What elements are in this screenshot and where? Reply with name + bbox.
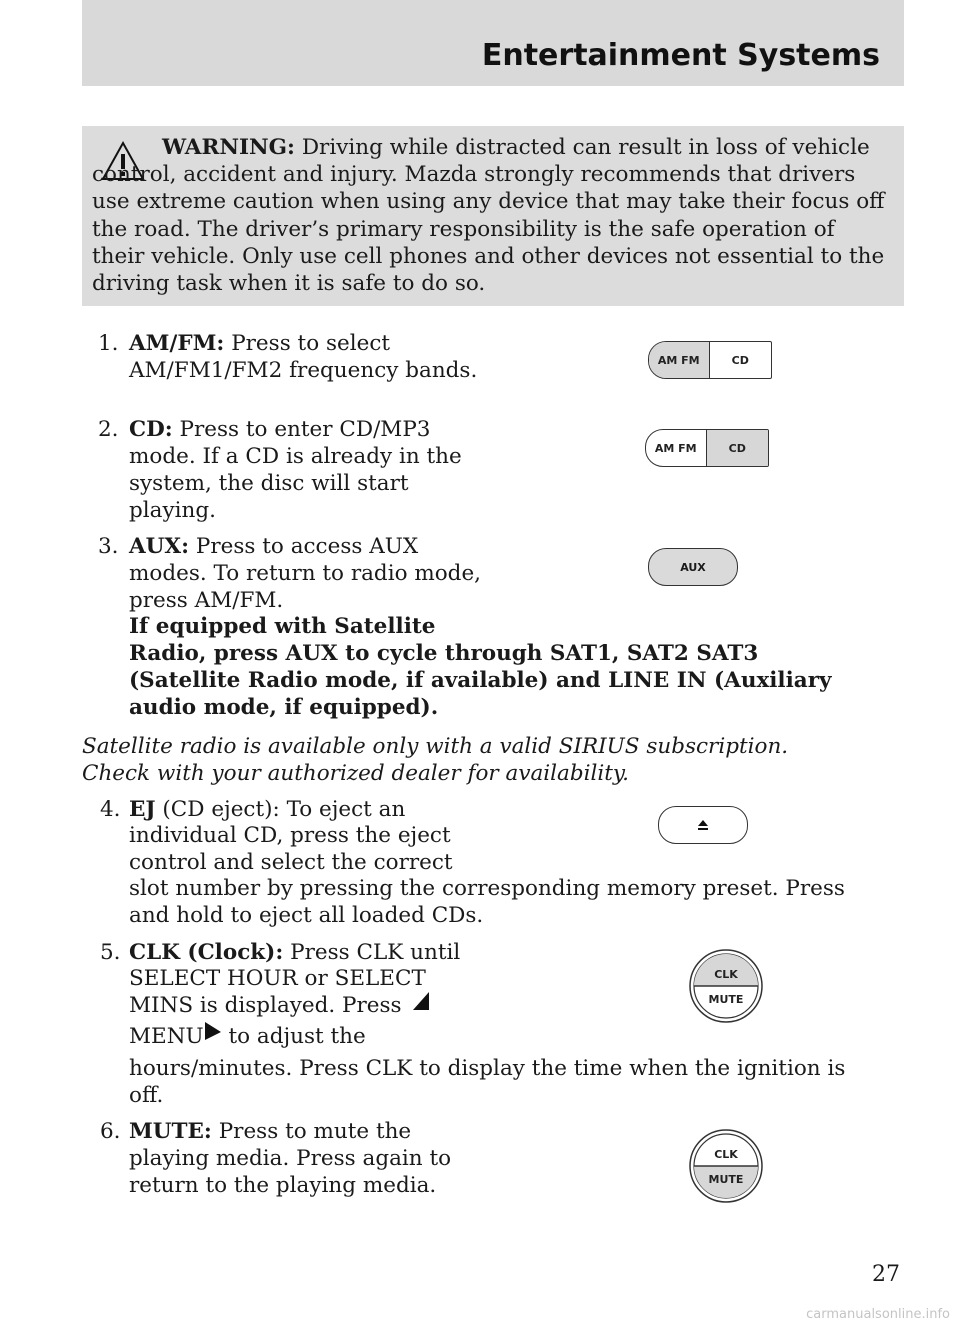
item-line xyxy=(129,993,430,1020)
amfm-cd-button-amfm-active xyxy=(648,341,772,379)
mute-label: MUTE xyxy=(708,1173,744,1186)
item-text: Press to enter CD/MP3 xyxy=(179,417,431,442)
seek-right-triangle-icon xyxy=(204,1020,222,1042)
item-line: hours/minutes. Press CLK to display the time when the ignition is xyxy=(129,1056,846,1081)
item-term: AM/FM: xyxy=(129,331,225,356)
eject-icon xyxy=(697,819,709,831)
cd-segment: CD xyxy=(706,430,768,466)
item-line xyxy=(129,331,390,358)
item-term: CLK (Clock): xyxy=(129,940,284,965)
item-term: EJ xyxy=(129,797,156,822)
item-line: modes. To return to radio mode, xyxy=(129,561,481,586)
item-text: to adjust the xyxy=(228,1024,366,1049)
item-number: 6. xyxy=(100,1119,121,1144)
item-term: MUTE: xyxy=(129,1119,212,1144)
amfm-cd-button-cd-active xyxy=(645,429,769,467)
satellite-note-line: Satellite radio is available only with a valid SIRIUS subscription. xyxy=(82,734,789,759)
page-number: 27 xyxy=(872,1262,900,1287)
item-line: playing media. Press again to xyxy=(129,1146,452,1171)
warning-paragraph xyxy=(92,134,892,297)
item-line: return to the playing media. xyxy=(129,1173,437,1198)
item-line xyxy=(129,940,460,967)
item-line xyxy=(129,417,430,444)
item-line xyxy=(129,1119,411,1146)
item-text: Press to select xyxy=(231,331,391,356)
item-line: SELECT HOUR or SELECT xyxy=(129,966,426,991)
clk-label: CLK xyxy=(714,1148,738,1161)
item-text: MINS is displayed. Press xyxy=(129,993,402,1018)
clk-label: CLK xyxy=(714,968,738,981)
warning-body: Driving while distracted can result in loss of vehicle control, accident and injury. Mazda strongly recommends that drivers use extreme caution when using any device that may take their focus off the road. The driver’s primary responsibility is the safe operation of their vehicle. Only use cell phones and other devices not essential to the driving task when it is safe to do so. xyxy=(92,135,885,297)
amfm-segment: AM FM xyxy=(649,342,709,378)
item-line: off. xyxy=(129,1083,164,1108)
mute-label: MUTE xyxy=(708,993,744,1006)
item-bold-line: audio mode, if equipped). xyxy=(129,695,439,720)
clk-mute-button-clk-active xyxy=(688,948,764,1024)
warning-box xyxy=(82,126,904,306)
item-line: control and select the correct xyxy=(129,850,453,875)
item-bold-line: If equipped with Satellite xyxy=(129,614,436,639)
item-line: slot number by pressing the corresponding memory preset. Press xyxy=(129,876,845,901)
item-line: and hold to eject all loaded CDs. xyxy=(129,903,484,928)
item-text: Press to access AUX xyxy=(195,534,419,559)
item-number: 1. xyxy=(98,331,119,356)
item-line: individual CD, press the eject xyxy=(129,823,451,848)
item-text: Press to mute the xyxy=(218,1119,412,1144)
cd-segment: CD xyxy=(709,342,771,378)
item-line: playing. xyxy=(129,498,216,523)
item-line: AM/FM1/FM2 frequency bands. xyxy=(129,358,478,383)
item-number: 3. xyxy=(98,534,119,559)
eject-button-illustration xyxy=(658,806,748,844)
item-line xyxy=(129,1024,366,1051)
item-line xyxy=(129,797,405,824)
item-term: AUX: xyxy=(129,534,190,559)
seek-left-triangle-icon xyxy=(412,990,430,1012)
satellite-note-line: Check with your authorized dealer for availability. xyxy=(82,761,630,786)
warning-label: WARNING: xyxy=(162,135,295,160)
item-text: MENU xyxy=(129,1024,204,1049)
item-text: Press CLK until xyxy=(290,940,461,965)
item-line: press AM/FM. xyxy=(129,588,284,613)
header-band xyxy=(82,0,904,86)
watermark: carmanualsonline.info xyxy=(806,1307,950,1322)
page-header-title: Entertainment Systems xyxy=(481,38,880,73)
item-bold-line: (Satellite Radio mode, if available) and LINE IN (Auxiliary xyxy=(129,668,832,693)
amfm-segment: AM FM xyxy=(654,441,697,455)
clk-mute-button-mute-active xyxy=(688,1128,764,1204)
item-term: CD: xyxy=(129,417,173,442)
item-number: 2. xyxy=(98,417,119,442)
item-number: 4. xyxy=(100,797,121,822)
item-line: mode. If a CD is already in the xyxy=(129,444,462,469)
aux-button-illustration: AUX xyxy=(648,548,738,586)
item-bold-line: Radio, press AUX to cycle through SAT1, SAT2 SAT3 xyxy=(129,641,759,666)
item-number: 5. xyxy=(100,940,121,965)
item-line xyxy=(129,534,418,561)
item-text: (CD eject): To eject an xyxy=(162,797,406,822)
item-line: system, the disc will start xyxy=(129,471,409,496)
